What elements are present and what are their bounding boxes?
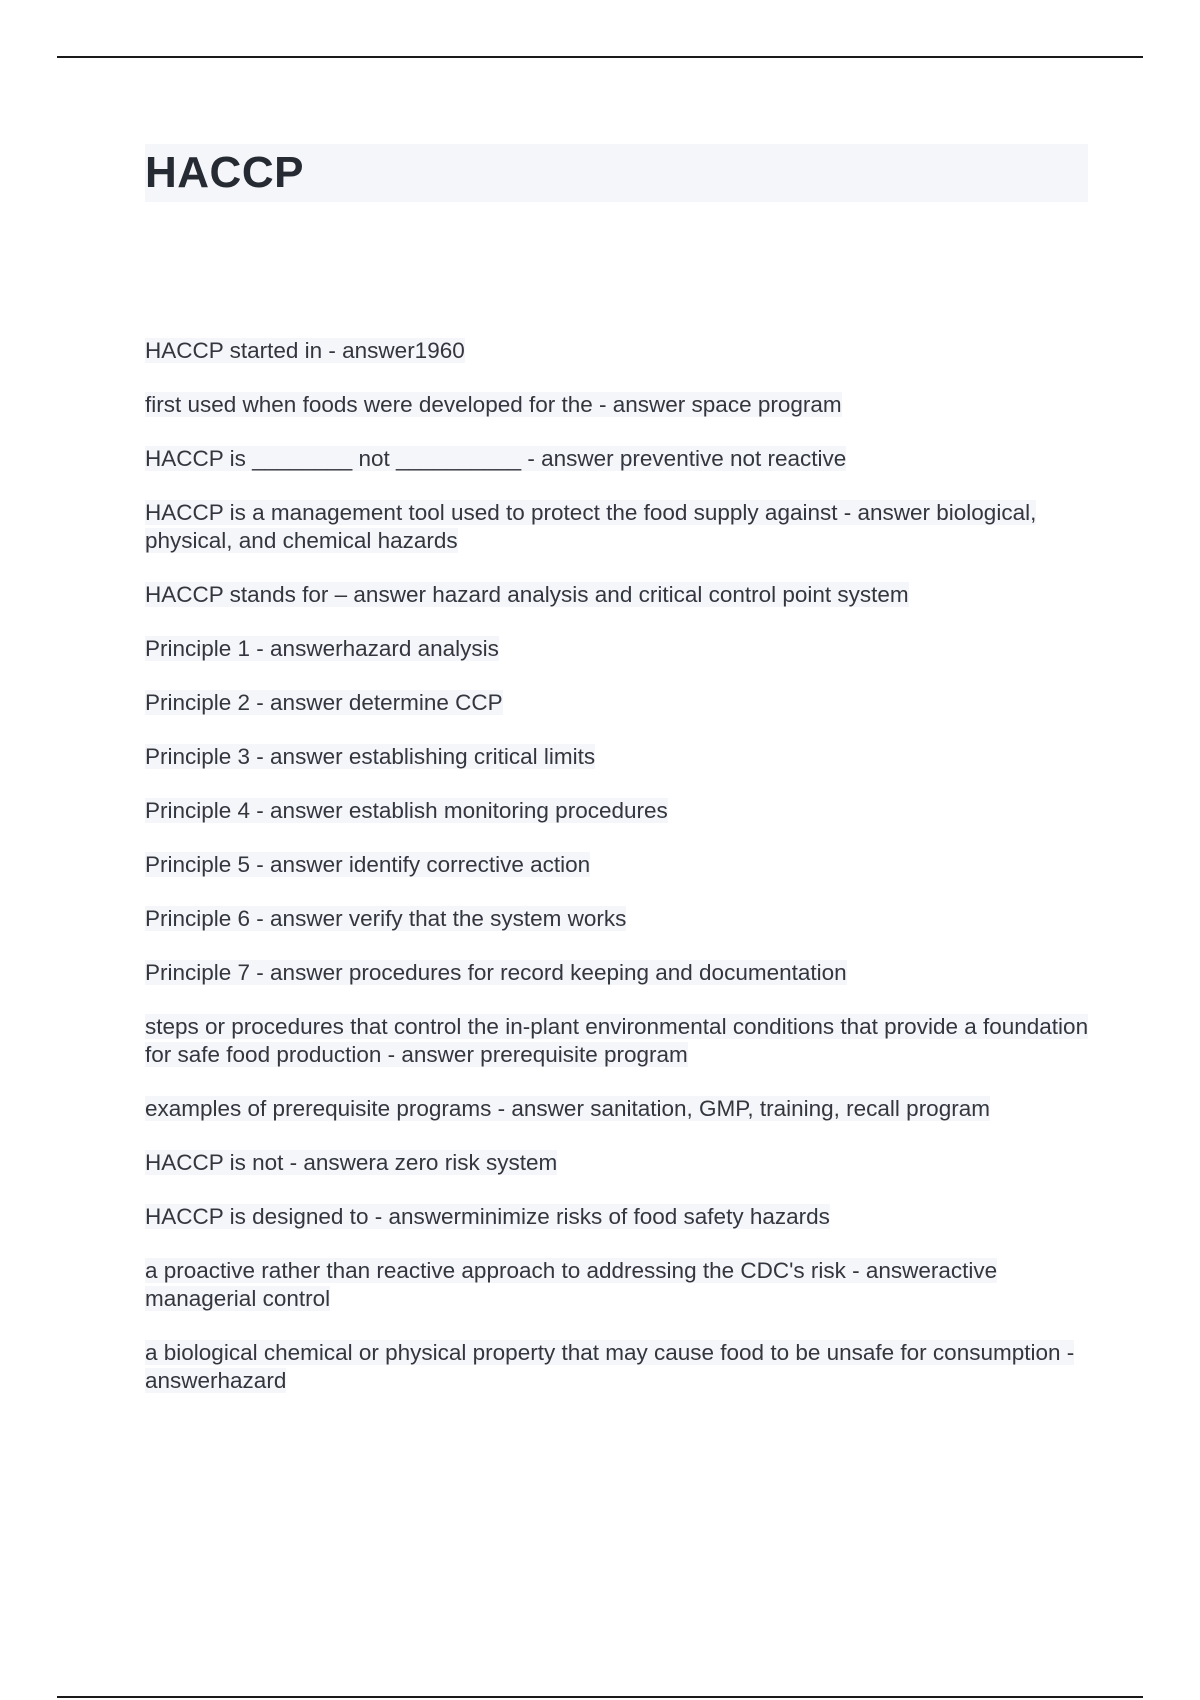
qa-text: HACCP is not - answera zero risk system [145, 1150, 558, 1175]
qa-item [145, 391, 1095, 419]
qa-text: Principle 3 - answer establishing critical limits [145, 744, 596, 769]
qa-item [145, 1013, 1095, 1069]
qa-text: Principle 4 - answer establish monitoring procedures [145, 798, 668, 823]
qa-item [145, 635, 1095, 663]
qa-text: HACCP is ________ not __________ - answer preventive not reactive [145, 446, 847, 471]
qa-text: Principle 6 - answer verify that the system works [145, 906, 627, 931]
qa-text: HACCP started in - answer1960 [145, 338, 465, 363]
qa-item [145, 337, 1095, 365]
qa-text: first used when foods were developed for the - answer space program [145, 392, 842, 417]
qa-text: HACCP is designed to - answerminimize risks of food safety hazards [145, 1204, 830, 1229]
qa-text: Principle 5 - answer identify corrective action [145, 852, 591, 877]
qa-item [145, 797, 1095, 825]
qa-item [145, 959, 1095, 987]
qa-item [145, 499, 1095, 555]
page-title: HACCP [145, 148, 304, 197]
qa-text: steps or procedures that control the in-plant environmental conditions that provide a foundation for safe food production - answer prerequisite program [145, 1014, 1089, 1067]
qa-text: Principle 7 - answer procedures for record keeping and documentation [145, 960, 847, 985]
qa-text: Principle 2 - answer determine CCP [145, 690, 503, 715]
qa-item [145, 1339, 1095, 1395]
qa-list [145, 337, 1095, 1421]
qa-text: HACCP is a management tool used to protect the food supply against - answer biological, physical, and chemical hazards [145, 500, 1037, 553]
qa-item [145, 1149, 1095, 1177]
qa-item [145, 1257, 1095, 1313]
qa-item [145, 743, 1095, 771]
qa-text: a biological chemical or physical property that may cause food to be unsafe for consumption - answerhazard [145, 1340, 1075, 1393]
qa-item [145, 905, 1095, 933]
qa-text: HACCP stands for – answer hazard analysis and critical control point system [145, 582, 909, 607]
qa-item [145, 445, 1095, 473]
qa-item [145, 1095, 1095, 1123]
qa-text: a proactive rather than reactive approach to addressing the CDC's risk - answeractive managerial control [145, 1258, 998, 1311]
qa-item [145, 851, 1095, 879]
qa-text: examples of prerequisite programs - answer sanitation, GMP, training, recall program [145, 1096, 990, 1121]
bottom-rule [57, 1696, 1143, 1698]
qa-text: Principle 1 - answerhazard analysis [145, 636, 499, 661]
top-rule [57, 56, 1143, 58]
qa-item [145, 689, 1095, 717]
qa-item [145, 1203, 1095, 1231]
qa-item [145, 581, 1095, 609]
